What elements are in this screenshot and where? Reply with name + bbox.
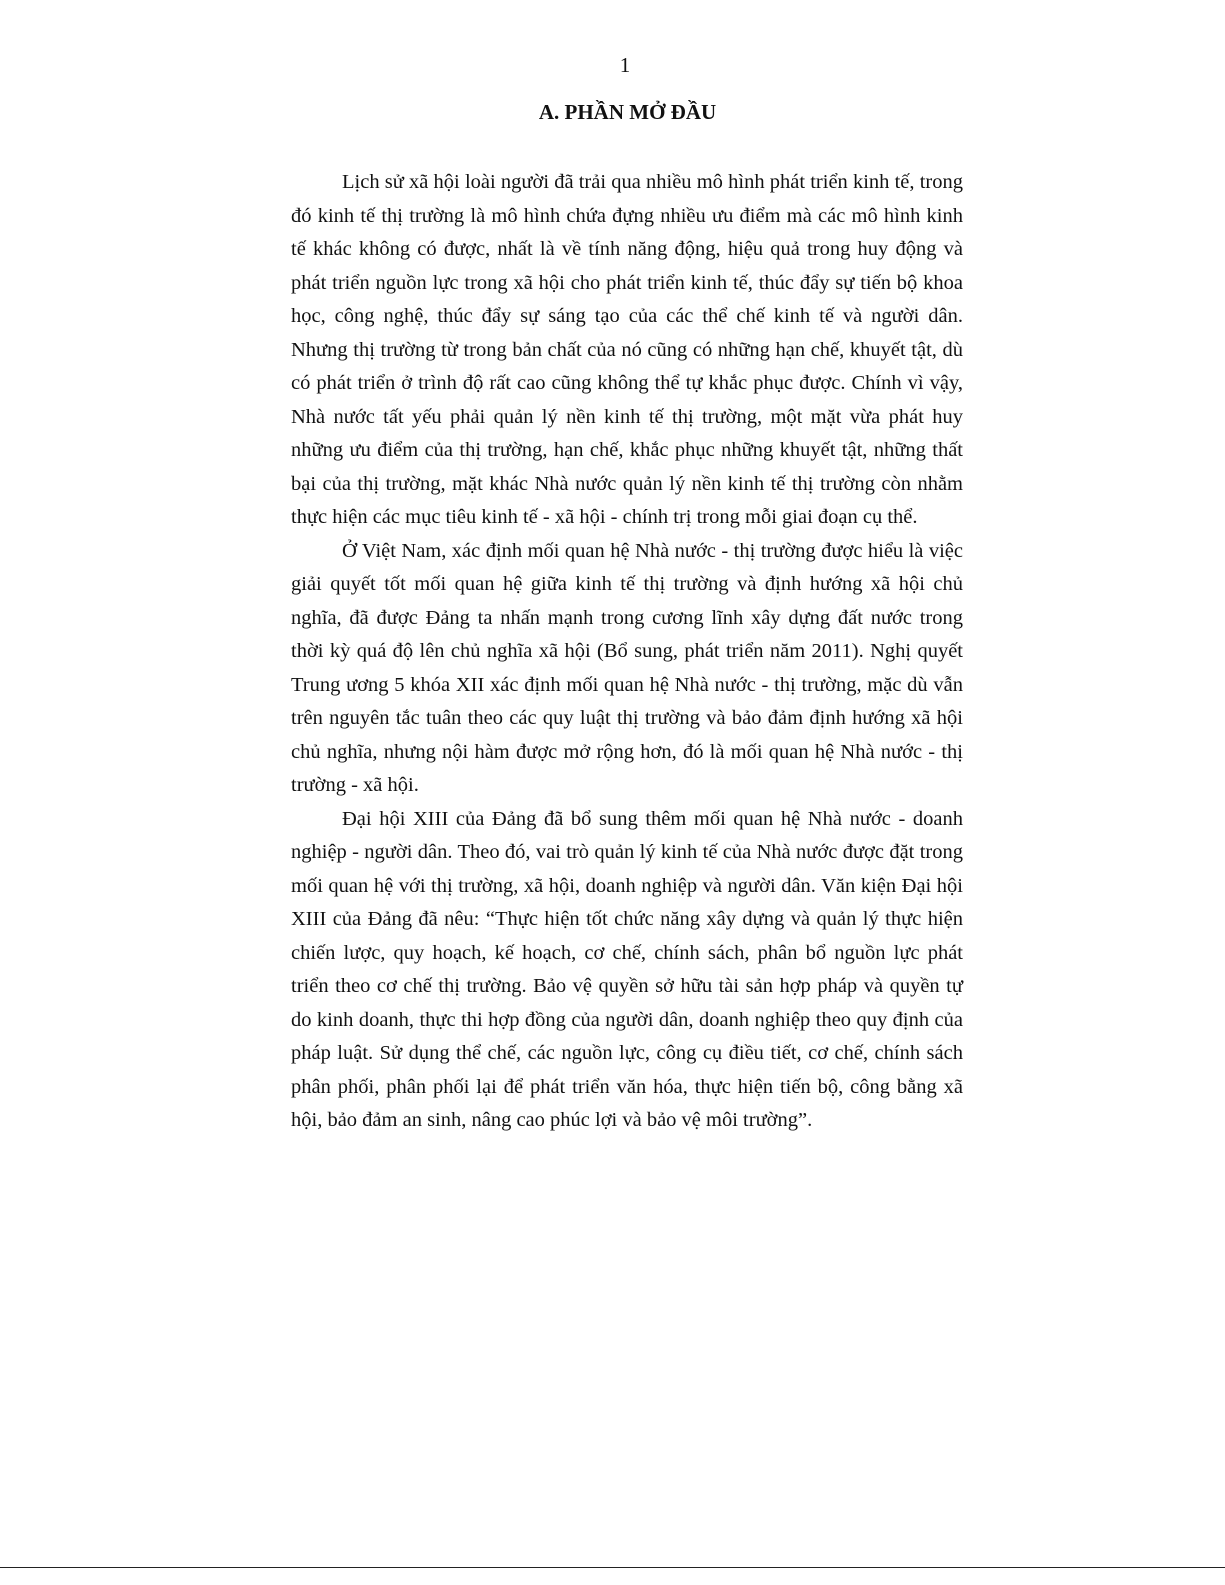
- section-heading: A. PHẦN MỞ ĐẦU: [538, 100, 717, 124]
- page-bottom-rule: [0, 1567, 1225, 1568]
- paragraph: Đại hội XIII của Đảng đã bổ sung thêm mối quan hệ Nhà nước - doanh nghiệp - người dân. Theo đó, vai trò quản lý kinh tế của Nhà nước được đặt trong mối quan hệ với thị trường, xã hội, doanh nghiệp và người dân. Văn kiện Đại hội XIII của Đảng đã nêu: “Thực hiện tốt chức năng xây dựng và quản lý thực hiện chiến lược, quy hoạch, kế hoạch, cơ chế, chính sách, phân bổ nguồn lực phát triển theo cơ chế thị trường. Bảo vệ quyền sở hữu tài sản hợp pháp và quyền tự do kinh doanh, thực thi hợp đồng của người dân, doanh nghiệp theo quy định của pháp luật. Sử dụng thể chế, các nguồn lực, công cụ điều tiết, cơ chế, chính sách phân phối, phân phối lại để phát triển văn hóa, thực hiện tiến bộ, công bằng xã hội, bảo đảm an sinh, nâng cao phúc lợi và bảo vệ môi trường”.: [291, 807, 963, 1131]
- paragraph: Ở Việt Nam, xác định mối quan hệ Nhà nước - thị trường được hiểu là việc giải quyết tốt mối quan hệ giữa kinh tế thị trường và định hướng xã hội chủ nghĩa, đã được Đảng ta nhấn mạnh trong cương lĩnh xây dựng đất nước trong thời kỳ quá độ lên chủ nghĩa xã hội (Bổ sung, phát triển năm 2011). Nghị quyết Trung ương 5 khóa XII xác định mối quan hệ Nhà nước - thị trường, mặc dù vẫn trên nguyên tắc tuân theo các quy luật thị trường và bảo đảm định hướng xã hội chủ nghĩa, nhưng nội hàm được mở rộng hơn, đó là mối quan hệ Nhà nước - thị trường - xã hội.: [291, 539, 963, 796]
- paragraph: Lịch sử xã hội loài người đã trải qua nhiều mô hình phát triển kinh tế, trong đó kinh tế thị trường là mô hình chứa đựng nhiều ưu điểm mà các mô hình kinh tế khác không có được, nhất là về tính năng động, hiệu quả trong huy động và phát triển nguồn lực trong xã hội cho phát triển kinh tế, thúc đẩy sự tiến bộ khoa học, công nghệ, thúc đẩy sự sáng tạo của các thể chế kinh tế và người dân. Nhưng thị trường từ trong bản chất của nó cũng có những hạn chế, khuyết tật, dù có phát triển ở trình độ rất cao cũng không thể tự khắc phục được. Chính vì vậy, Nhà nước tất yếu phải quản lý nền kinh tế thị trường, một mặt vừa phát huy những ưu điểm của thị trường, hạn chế, khắc phục những khuyết tật, những thất bại của thị trường, mặt khác Nhà nước quản lý nền kinh tế thị trường còn nhằm thực hiện các mục tiêu kinh tế - xã hội - chính trị trong mỗi giai đoạn cụ thể.: [291, 171, 963, 528]
- page-number: 1: [619, 53, 631, 77]
- body-text: [291, 166, 963, 1138]
